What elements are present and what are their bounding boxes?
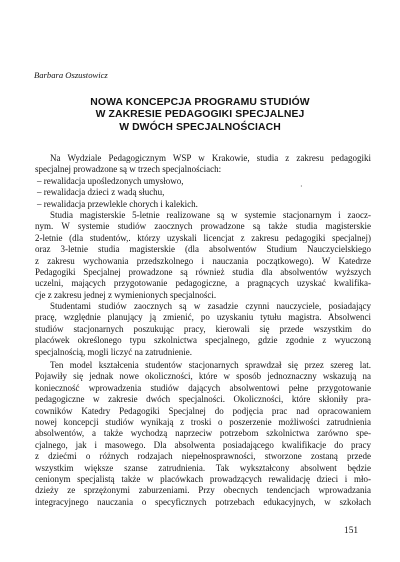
body-line: uczelni, mających przygotowanie pedagogiczne, a pragnących uzyskać kwalifika- (35, 278, 371, 289)
body-line: oraz 3-letnie studia magisterskie (dla absolwentów Studium Nauczycielskiego (35, 244, 371, 255)
body-line: z zakresu wychowania przedszkolnego i nauczania początkowego). W Katedrze (35, 255, 371, 266)
body-line: konieczność wprowadzenia studiów dających absolwentowi pełne przygotowanie (35, 382, 371, 393)
body-line: nowej koncepcji studiów wynikają z troski o poszerzenie możliwości zatrudnienia (35, 416, 371, 427)
body-line: Studentami studiów zaocznych są w zasadzie czynni nauczyciele, posiadający (50, 301, 371, 312)
body-line: Pojawiły się jednak nowe okoliczności, które w sposób jednoznaczny wskazują na (35, 371, 371, 382)
title-line: NOWA KONCEPCJA PROGRAMU STUDIÓW (90, 97, 310, 108)
body-line: specjalnej prowadzone są w trzech specjalnościach: (35, 164, 222, 175)
body-line: cjalnego, jak i masowego. Dla absolwenta posiadającego kwalifikacje do pracy (35, 439, 371, 450)
body-line: cje z zakresu jednej z wymienionych specjalności. (35, 289, 217, 300)
body-line: z dziećmi o różnych rodzajach niepełnosprawności, stworzone zostaną przede (35, 451, 371, 462)
list-item: – rewalidacja dzieci z wadą słuchu, (37, 187, 165, 198)
body-line: cowników Katedry Pedagogiki Specjalnej do podjęcia prac nad opracowaniem (35, 405, 371, 416)
body-line: Na Wydziale Pedagogicznym WSP w Krakowie, studia z zakresu pedagogiki (50, 153, 371, 163)
list-item: – rewalidacja przewlekle chorych i kalekich. (37, 198, 198, 209)
title-line: W DWÓCH SPECJALNOŚCIACH (119, 121, 281, 133)
body-line: integracyjnego nauczania o specyficznych potrzebach edukacyjnych, w szkołach (35, 496, 371, 507)
body-line: cenionym specjalistą także w placówkach prowadzących rewalidację dzieci i mło- (35, 473, 371, 484)
article-body (35, 153, 371, 508)
body-line: pedagogiczne w zakresie dwóch specjalności. Okoliczności, które skłoniły pra- (35, 394, 371, 405)
body-line: dzieży ze sprzężonymi zaburzeniami. Przy obecnych tendencjach wprowadzania (35, 485, 371, 496)
body-line: wszystkim większe szanse zatrudnienia. Tak wykształcony absolwent będzie (35, 462, 371, 473)
body-line: placówek określonego typu szkolnictwa specjalnego, gdzie zgodnie z wyuczoną (35, 335, 371, 346)
body-line: pracę, względnie planujący ją zmienić, po uzyskaniu tytułu magistra. Absolwenci (35, 312, 371, 323)
list-item: – rewalidacja upośledzonych umysłowo, (37, 175, 184, 186)
stray-mark: · (300, 182, 303, 191)
body-line: specjalnością, mogli liczyć na zatrudnienie. (35, 346, 192, 357)
body-line: studiów stacjonarnych poszukując pracy, kierowali się przede wszystkim do (35, 323, 371, 334)
author-name: Barbara Oszustowicz (34, 70, 108, 80)
body-line: absolwentów, a także wychodzą naprzeciw potrzebom szkolnictwa zarówno spe- (35, 428, 371, 439)
body-line: Ten model kształcenia studentów stacjonarnych sprawdzał się przez szereg lat. (50, 360, 371, 371)
body-line: 2-letnie (dla studentów,. którzy uzyskali licencjat z zakresu pedagogiki specjalnej) (35, 232, 371, 243)
page-number: 151 (344, 526, 359, 536)
body-line: Pedagogiki Specjalnej prowadzone są również studia dla absolwentów wyższych (35, 266, 371, 277)
body-line: Studia magisterskie 5-letnie realizowane są w systemie stacjonarnym i zaocz- (50, 209, 371, 220)
title-line: W ZAKRESIE PEDAGOGIKI SPECJALNEJ (95, 109, 305, 121)
article-title (40, 97, 360, 134)
body-line: nym. W systemie studiów zaocznych prowadzone są także studia magisterskie (35, 221, 371, 232)
